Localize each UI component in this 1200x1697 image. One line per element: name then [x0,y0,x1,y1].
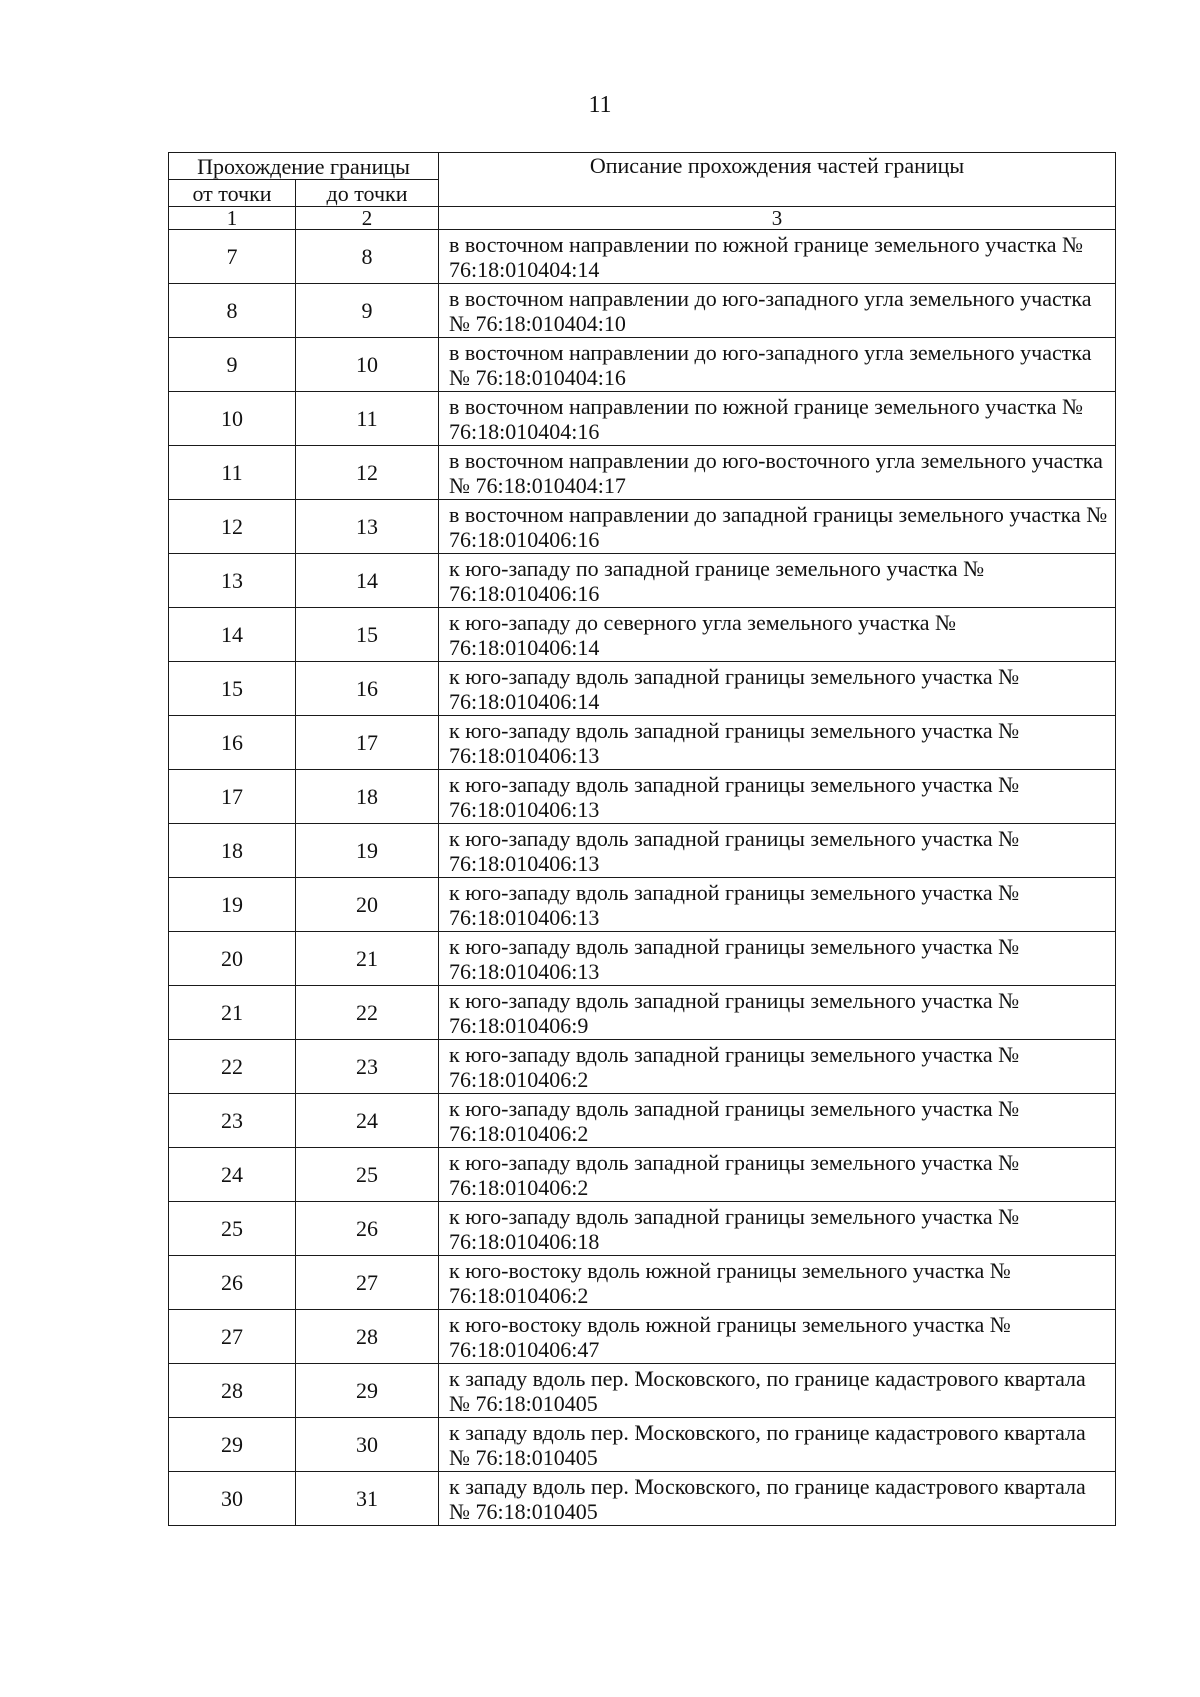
table-row [169,770,1116,824]
description-cell: к юго-западу вдоль западной границы земельного участка № 76:18:010406:2 [439,1094,1116,1148]
to-point-cell: 16 [296,662,439,716]
to-point-cell: 21 [296,932,439,986]
table-row [169,1148,1116,1202]
column-number-2: 2 [296,207,439,230]
from-point-cell: 9 [169,338,296,392]
to-point-cell: 24 [296,1094,439,1148]
to-point-cell: 17 [296,716,439,770]
description-cell: к юго-западу вдоль западной границы земельного участка № 76:18:010406:2 [439,1148,1116,1202]
description-cell: к юго-западу вдоль западной границы земельного участка № 76:18:010406:14 [439,662,1116,716]
to-point-cell: 30 [296,1418,439,1472]
description-cell: к юго-западу по западной границе земельного участка № 76:18:010406:16 [439,554,1116,608]
to-point-cell: 29 [296,1364,439,1418]
description-cell: к юго-западу вдоль западной границы земельного участка № 76:18:010406:2 [439,1040,1116,1094]
to-point-cell: 25 [296,1148,439,1202]
from-point-cell: 15 [169,662,296,716]
description-cell: в восточном направлении до западной границы земельного участка № 76:18:010406:16 [439,500,1116,554]
from-point-cell: 30 [169,1472,296,1526]
to-point-cell: 18 [296,770,439,824]
table-row [169,284,1116,338]
description-cell: в восточном направлении до юго-восточного угла земельного участка № 76:18:010404:17 [439,446,1116,500]
from-point-cell: 23 [169,1094,296,1148]
table-row [169,986,1116,1040]
description-cell: к западу вдоль пер. Московского, по границе кадастрового квартала № 76:18:010405 [439,1418,1116,1472]
to-point-cell: 9 [296,284,439,338]
from-point-cell: 14 [169,608,296,662]
from-point-cell: 28 [169,1364,296,1418]
from-point-cell: 12 [169,500,296,554]
table-row [169,932,1116,986]
table-row [169,554,1116,608]
description-cell: в восточном направлении по южной границе земельного участка № 76:18:010404:14 [439,230,1116,284]
to-point-cell: 26 [296,1202,439,1256]
table-row [169,1256,1116,1310]
table-row [169,392,1116,446]
from-point-cell: 27 [169,1310,296,1364]
to-point-cell: 31 [296,1472,439,1526]
from-point-cell: 18 [169,824,296,878]
to-point-cell: 8 [296,230,439,284]
from-point-cell: 20 [169,932,296,986]
from-point-cell: 11 [169,446,296,500]
from-point-cell: 8 [169,284,296,338]
description-cell: к юго-западу вдоль западной границы земельного участка № 76:18:010406:13 [439,770,1116,824]
description-cell: к юго-востоку вдоль южной границы земельного участка № 76:18:010406:47 [439,1310,1116,1364]
table-row [169,878,1116,932]
from-point-cell: 21 [169,986,296,1040]
table-row [169,1040,1116,1094]
to-point-cell: 20 [296,878,439,932]
description-cell: в восточном направлении до юго-западного угла земельного участка № 76:18:010404:10 [439,284,1116,338]
table-row [169,824,1116,878]
to-point-cell: 27 [296,1256,439,1310]
header-to-point: до точки [296,180,439,207]
table-row [169,446,1116,500]
table-row [169,230,1116,284]
description-cell: к юго-западу вдоль западной границы земельного участка № 76:18:010406:13 [439,932,1116,986]
table-row [169,608,1116,662]
table-row [169,1310,1116,1364]
table-row [169,662,1116,716]
description-cell: к западу вдоль пер. Московского, по границе кадастрового квартала № 76:18:010405 [439,1364,1116,1418]
description-cell: в восточном направлении до юго-западного угла земельного участка № 76:18:010404:16 [439,338,1116,392]
to-point-cell: 10 [296,338,439,392]
to-point-cell: 15 [296,608,439,662]
table-row [169,1202,1116,1256]
description-cell: к юго-западу вдоль западной границы земельного участка № 76:18:010406:9 [439,986,1116,1040]
from-point-cell: 7 [169,230,296,284]
table-row [169,1472,1116,1526]
header-boundary-passage: Прохождение границы [169,153,439,180]
description-cell: к юго-западу вдоль западной границы земельного участка № 76:18:010406:13 [439,716,1116,770]
header-description: Описание прохождения частей границы [439,153,1116,207]
description-cell: к юго-западу вдоль западной границы земельного участка № 76:18:010406:13 [439,824,1116,878]
from-point-cell: 24 [169,1148,296,1202]
column-number-row [169,207,1116,230]
to-point-cell: 12 [296,446,439,500]
from-point-cell: 25 [169,1202,296,1256]
table-row [169,1094,1116,1148]
to-point-cell: 11 [296,392,439,446]
description-cell: к юго-западу вдоль западной границы земельного участка № 76:18:010406:18 [439,1202,1116,1256]
from-point-cell: 19 [169,878,296,932]
description-cell: к юго-западу вдоль западной границы земельного участка № 76:18:010406:13 [439,878,1116,932]
to-point-cell: 13 [296,500,439,554]
from-point-cell: 22 [169,1040,296,1094]
page-number: 11 [588,92,612,118]
column-number-1: 1 [169,207,296,230]
table-row [169,1418,1116,1472]
from-point-cell: 17 [169,770,296,824]
to-point-cell: 19 [296,824,439,878]
from-point-cell: 26 [169,1256,296,1310]
table-row [169,716,1116,770]
description-cell: к западу вдоль пер. Московского, по границе кадастрового квартала № 76:18:010405 [439,1472,1116,1526]
boundary-table [168,152,1116,1526]
to-point-cell: 23 [296,1040,439,1094]
description-cell: к юго-востоку вдоль южной границы земельного участка № 76:18:010406:2 [439,1256,1116,1310]
header-from-point: от точки [169,180,296,207]
to-point-cell: 28 [296,1310,439,1364]
to-point-cell: 14 [296,554,439,608]
from-point-cell: 16 [169,716,296,770]
table-row [169,1364,1116,1418]
header-row [169,153,1116,180]
table-row [169,500,1116,554]
table-row [169,338,1116,392]
description-cell: к юго-западу до северного угла земельного участка № 76:18:010406:14 [439,608,1116,662]
to-point-cell: 22 [296,986,439,1040]
description-cell: в восточном направлении по южной границе земельного участка № 76:18:010404:16 [439,392,1116,446]
from-point-cell: 10 [169,392,296,446]
from-point-cell: 13 [169,554,296,608]
from-point-cell: 29 [169,1418,296,1472]
column-number-3: 3 [439,207,1116,230]
